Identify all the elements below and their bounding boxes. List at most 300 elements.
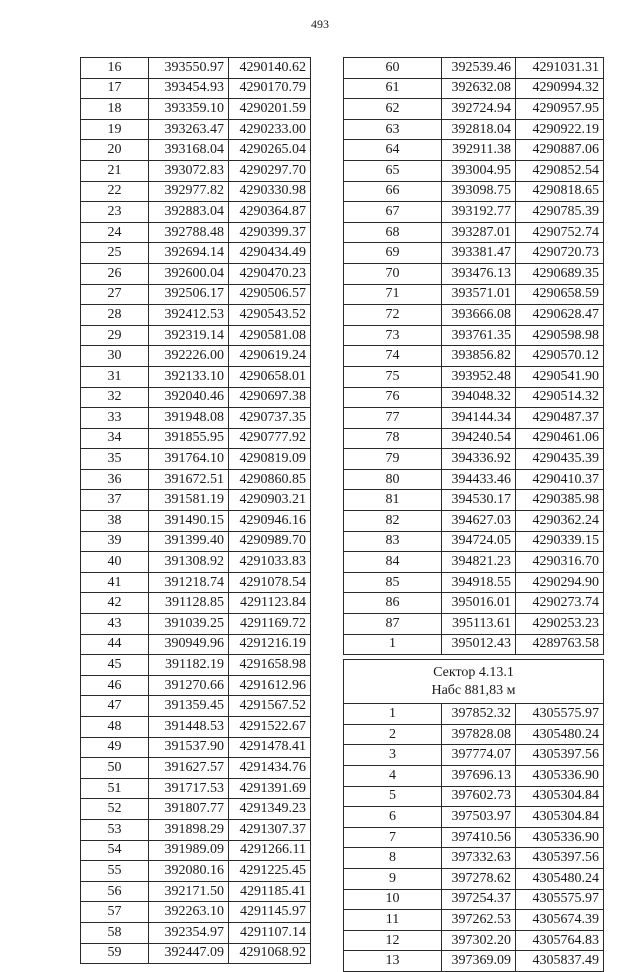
x-coordinate: 395012.43: [442, 634, 516, 655]
y-coordinate: 4305837.49: [516, 951, 604, 972]
table-row: [81, 861, 311, 882]
point-number: 34: [81, 428, 149, 449]
table-row: [81, 469, 311, 490]
point-number: 62: [344, 99, 442, 120]
point-number: 46: [81, 675, 149, 696]
y-coordinate: 4290818.65: [516, 181, 604, 202]
coordinates-table-left: [80, 57, 311, 964]
table-row: [81, 58, 311, 79]
table-row: [344, 202, 604, 223]
y-coordinate: 4290470.23: [229, 263, 311, 284]
table-row: [344, 704, 604, 725]
y-coordinate: 4291266.11: [229, 840, 311, 861]
point-number: 39: [81, 531, 149, 552]
y-coordinate: 4290170.79: [229, 78, 311, 99]
y-coordinate: 4290628.47: [516, 305, 604, 326]
y-coordinate: 4290957.95: [516, 99, 604, 120]
point-number: 19: [81, 119, 149, 140]
point-number: 3: [344, 745, 442, 766]
table-row: [344, 449, 604, 470]
y-coordinate: 4290658.59: [516, 284, 604, 305]
y-coordinate: 4290253.23: [516, 614, 604, 635]
y-coordinate: 4305575.97: [516, 889, 604, 910]
point-number: 59: [81, 943, 149, 964]
point-number: 21: [81, 160, 149, 181]
point-number: 24: [81, 222, 149, 243]
y-coordinate: 4290543.52: [229, 305, 311, 326]
y-coordinate: 4291225.45: [229, 861, 311, 882]
table-row: [81, 758, 311, 779]
x-coordinate: 393761.35: [442, 325, 516, 346]
y-coordinate: 4291434.76: [229, 758, 311, 779]
x-coordinate: 391672.51: [149, 469, 229, 490]
x-coordinate: 392977.82: [149, 181, 229, 202]
sector-header-row: [344, 660, 604, 704]
table-row: [344, 511, 604, 532]
y-coordinate: 4290140.62: [229, 58, 311, 79]
y-coordinate: 4290435.39: [516, 449, 604, 470]
table-row: [81, 243, 311, 264]
point-number: 45: [81, 655, 149, 676]
x-coordinate: 393263.47: [149, 119, 229, 140]
y-coordinate: 4305336.90: [516, 827, 604, 848]
table-row: [344, 889, 604, 910]
y-coordinate: 4305304.84: [516, 807, 604, 828]
point-number: 77: [344, 408, 442, 429]
table-row: [81, 284, 311, 305]
x-coordinate: 392724.94: [442, 99, 516, 120]
table-row: [81, 572, 311, 593]
x-coordinate: 394240.54: [442, 428, 516, 449]
x-coordinate: 391128.85: [149, 593, 229, 614]
table-row: [344, 305, 604, 326]
x-coordinate: 397503.97: [442, 807, 516, 828]
point-number: 58: [81, 922, 149, 943]
point-number: 53: [81, 819, 149, 840]
point-number: 38: [81, 511, 149, 532]
table-row: [344, 490, 604, 511]
point-number: 16: [81, 58, 149, 79]
y-coordinate: 4290887.06: [516, 140, 604, 161]
table-row: [344, 807, 604, 828]
point-number: 10: [344, 889, 442, 910]
point-number: 28: [81, 305, 149, 326]
table-row: [344, 140, 604, 161]
x-coordinate: 391359.45: [149, 696, 229, 717]
table-row: [344, 827, 604, 848]
y-coordinate: 4290265.04: [229, 140, 311, 161]
table-row: [344, 119, 604, 140]
x-coordinate: 392080.16: [149, 861, 229, 882]
point-number: 5: [344, 786, 442, 807]
table-row: [81, 263, 311, 284]
x-coordinate: 392818.04: [442, 119, 516, 140]
point-number: 49: [81, 737, 149, 758]
x-coordinate: 394918.55: [442, 572, 516, 593]
table-row: [344, 572, 604, 593]
table-row: [81, 675, 311, 696]
y-coordinate: 4290330.98: [229, 181, 311, 202]
y-coordinate: 4305397.56: [516, 745, 604, 766]
y-coordinate: 4290989.70: [229, 531, 311, 552]
point-number: 6: [344, 807, 442, 828]
page-number: 493: [311, 17, 329, 31]
table-row: [81, 552, 311, 573]
table-row: [81, 717, 311, 738]
x-coordinate: 392600.04: [149, 263, 229, 284]
x-coordinate: 395113.61: [442, 614, 516, 635]
x-coordinate: 393004.95: [442, 160, 516, 181]
y-coordinate: 4290385.98: [516, 490, 604, 511]
y-coordinate: 4290785.39: [516, 202, 604, 223]
point-number: 40: [81, 552, 149, 573]
x-coordinate: 394627.03: [442, 511, 516, 532]
point-number: 18: [81, 99, 149, 120]
table-row: [81, 222, 311, 243]
y-coordinate: 4290860.85: [229, 469, 311, 490]
table-row: [344, 222, 604, 243]
point-number: 29: [81, 325, 149, 346]
table-row: [344, 243, 604, 264]
y-coordinate: 4291612.96: [229, 675, 311, 696]
point-number: 84: [344, 552, 442, 573]
point-number: 81: [344, 490, 442, 511]
point-number: 52: [81, 799, 149, 820]
y-coordinate: 4291123.84: [229, 593, 311, 614]
point-number: 37: [81, 490, 149, 511]
x-coordinate: 392171.50: [149, 881, 229, 902]
table-row: [344, 531, 604, 552]
point-number: 36: [81, 469, 149, 490]
y-coordinate: 4290514.32: [516, 387, 604, 408]
y-coordinate: 4291391.69: [229, 778, 311, 799]
y-coordinate: 4290364.87: [229, 202, 311, 223]
table-row: [344, 346, 604, 367]
x-coordinate: 392040.46: [149, 387, 229, 408]
point-number: 66: [344, 181, 442, 202]
table-row: [81, 428, 311, 449]
table-row: [344, 181, 604, 202]
y-coordinate: 4291031.31: [516, 58, 604, 79]
y-coordinate: 4290737.35: [229, 408, 311, 429]
point-number: 42: [81, 593, 149, 614]
x-coordinate: 393359.10: [149, 99, 229, 120]
x-coordinate: 392788.48: [149, 222, 229, 243]
x-coordinate: 397774.07: [442, 745, 516, 766]
point-number: 54: [81, 840, 149, 861]
x-coordinate: 394530.17: [442, 490, 516, 511]
x-coordinate: 397410.56: [442, 827, 516, 848]
point-number: 74: [344, 346, 442, 367]
y-coordinate: 4291033.83: [229, 552, 311, 573]
x-coordinate: 393454.93: [149, 78, 229, 99]
y-coordinate: 4290903.21: [229, 490, 311, 511]
point-number: 4: [344, 766, 442, 787]
y-coordinate: 4305336.90: [516, 766, 604, 787]
x-coordinate: 391807.77: [149, 799, 229, 820]
table-row: [81, 778, 311, 799]
table-row: [344, 552, 604, 573]
x-coordinate: 392133.10: [149, 366, 229, 387]
point-number: 35: [81, 449, 149, 470]
x-coordinate: 391627.57: [149, 758, 229, 779]
table-row: [81, 160, 311, 181]
table-row: [81, 346, 311, 367]
table-row: [344, 78, 604, 99]
point-number: 68: [344, 222, 442, 243]
table-row: [344, 593, 604, 614]
point-number: 87: [344, 614, 442, 635]
sector-height-label: Набс 881,83 м: [431, 683, 516, 699]
y-coordinate: 4305480.24: [516, 868, 604, 889]
y-coordinate: 4291567.52: [229, 696, 311, 717]
x-coordinate: 392226.00: [149, 346, 229, 367]
x-coordinate: 397602.73: [442, 786, 516, 807]
x-coordinate: 392911.38: [442, 140, 516, 161]
y-coordinate: 4290339.15: [516, 531, 604, 552]
y-coordinate: 4290852.54: [516, 160, 604, 181]
x-coordinate: 397254.37: [442, 889, 516, 910]
table-row: [81, 943, 311, 964]
y-coordinate: 4290598.98: [516, 325, 604, 346]
table-row: [344, 428, 604, 449]
x-coordinate: 391898.29: [149, 819, 229, 840]
y-coordinate: 4290506.57: [229, 284, 311, 305]
point-number: 61: [344, 78, 442, 99]
y-coordinate: 4290362.24: [516, 511, 604, 532]
y-coordinate: 4305480.24: [516, 724, 604, 745]
coordinates-table-right: [343, 57, 604, 972]
table-row: [81, 593, 311, 614]
y-coordinate: 4305764.83: [516, 930, 604, 951]
x-coordinate: 397369.09: [442, 951, 516, 972]
point-number: 30: [81, 346, 149, 367]
point-number: 65: [344, 160, 442, 181]
point-number: 11: [344, 910, 442, 931]
y-coordinate: 4290273.74: [516, 593, 604, 614]
table-row: [344, 366, 604, 387]
table-row: [81, 325, 311, 346]
y-coordinate: 4290922.19: [516, 119, 604, 140]
table-row: [81, 387, 311, 408]
x-coordinate: 391218.74: [149, 572, 229, 593]
point-number: 13: [344, 951, 442, 972]
y-coordinate: 4290294.90: [516, 572, 604, 593]
table-row: [344, 263, 604, 284]
point-number: 67: [344, 202, 442, 223]
y-coordinate: 4290946.16: [229, 511, 311, 532]
table-row: [344, 786, 604, 807]
table-row: [344, 910, 604, 931]
y-coordinate: 4290541.90: [516, 366, 604, 387]
y-coordinate: 4305397.56: [516, 848, 604, 869]
point-number: 20: [81, 140, 149, 161]
x-coordinate: 391855.95: [149, 428, 229, 449]
sector-header: [344, 660, 604, 704]
point-number: 85: [344, 572, 442, 593]
table-row: [344, 614, 604, 635]
x-coordinate: 393856.82: [442, 346, 516, 367]
point-number: 55: [81, 861, 149, 882]
table-row: [81, 366, 311, 387]
x-coordinate: 391182.19: [149, 655, 229, 676]
y-coordinate: 4291068.92: [229, 943, 311, 964]
table-row: [344, 724, 604, 745]
y-coordinate: 4291185.41: [229, 881, 311, 902]
point-number: 32: [81, 387, 149, 408]
table-row: [81, 922, 311, 943]
y-coordinate: 4291307.37: [229, 819, 311, 840]
x-coordinate: 392539.46: [442, 58, 516, 79]
x-coordinate: 393952.48: [442, 366, 516, 387]
y-coordinate: 4290410.37: [516, 469, 604, 490]
y-coordinate: 4291107.14: [229, 922, 311, 943]
x-coordinate: 393072.83: [149, 160, 229, 181]
table-row: [81, 490, 311, 511]
table-row: [81, 840, 311, 861]
y-coordinate: 4291169.72: [229, 614, 311, 635]
point-number: 44: [81, 634, 149, 655]
table-row: [81, 202, 311, 223]
x-coordinate: 391764.10: [149, 449, 229, 470]
table-row: [81, 511, 311, 532]
y-coordinate: 4290720.73: [516, 243, 604, 264]
y-coordinate: 4291145.97: [229, 902, 311, 923]
point-number: 71: [344, 284, 442, 305]
x-coordinate: 391537.90: [149, 737, 229, 758]
table-row: [81, 655, 311, 676]
x-coordinate: 391448.53: [149, 717, 229, 738]
table-row: [81, 449, 311, 470]
x-coordinate: 393381.47: [442, 243, 516, 264]
table-row: [344, 951, 604, 972]
table-row: [81, 881, 311, 902]
table-row: [81, 305, 311, 326]
point-number: 51: [81, 778, 149, 799]
point-number: 86: [344, 593, 442, 614]
point-number: 75: [344, 366, 442, 387]
x-coordinate: 393476.13: [442, 263, 516, 284]
table-row: [344, 766, 604, 787]
point-number: 47: [81, 696, 149, 717]
table-row: [344, 160, 604, 181]
x-coordinate: 393287.01: [442, 222, 516, 243]
table-row: [344, 284, 604, 305]
x-coordinate: 397852.32: [442, 704, 516, 725]
point-number: 9: [344, 868, 442, 889]
point-number: 8: [344, 848, 442, 869]
x-coordinate: 393192.77: [442, 202, 516, 223]
x-coordinate: 391308.92: [149, 552, 229, 573]
y-coordinate: 4305674.39: [516, 910, 604, 931]
table-row: [344, 745, 604, 766]
table-row: [81, 531, 311, 552]
x-coordinate: 393168.04: [149, 140, 229, 161]
x-coordinate: 391717.53: [149, 778, 229, 799]
x-coordinate: 392632.08: [442, 78, 516, 99]
y-coordinate: 4289763.58: [516, 634, 604, 655]
y-coordinate: 4290619.24: [229, 346, 311, 367]
y-coordinate: 4291349.23: [229, 799, 311, 820]
table-row: [81, 799, 311, 820]
y-coordinate: 4290777.92: [229, 428, 311, 449]
x-coordinate: 391039.25: [149, 614, 229, 635]
y-coordinate: 4290570.12: [516, 346, 604, 367]
table-row: [81, 78, 311, 99]
point-number: 48: [81, 717, 149, 738]
point-number: 79: [344, 449, 442, 470]
point-number: 41: [81, 572, 149, 593]
x-coordinate: 394821.23: [442, 552, 516, 573]
x-coordinate: 397262.53: [442, 910, 516, 931]
table-row: [344, 930, 604, 951]
point-number: 2: [344, 724, 442, 745]
x-coordinate: 392506.17: [149, 284, 229, 305]
y-coordinate: 4290487.37: [516, 408, 604, 429]
y-coordinate: 4291078.54: [229, 572, 311, 593]
x-coordinate: 393666.08: [442, 305, 516, 326]
y-coordinate: 4290697.38: [229, 387, 311, 408]
y-coordinate: 4290689.35: [516, 263, 604, 284]
table-row: [81, 902, 311, 923]
table-row: [81, 119, 311, 140]
x-coordinate: 391989.09: [149, 840, 229, 861]
table-row: [344, 387, 604, 408]
x-coordinate: 392263.10: [149, 902, 229, 923]
point-number: 12: [344, 930, 442, 951]
table-row: [344, 868, 604, 889]
x-coordinate: 394336.92: [442, 449, 516, 470]
point-number: 17: [81, 78, 149, 99]
point-number: 76: [344, 387, 442, 408]
point-number: 25: [81, 243, 149, 264]
table-row: [344, 634, 604, 655]
table-row: [81, 696, 311, 717]
x-coordinate: 391270.66: [149, 675, 229, 696]
point-number: 63: [344, 119, 442, 140]
point-number: 57: [81, 902, 149, 923]
y-coordinate: 4291658.98: [229, 655, 311, 676]
x-coordinate: 397332.63: [442, 848, 516, 869]
table-row: [344, 58, 604, 79]
x-coordinate: 392447.09: [149, 943, 229, 964]
point-number: 27: [81, 284, 149, 305]
y-coordinate: 4290201.59: [229, 99, 311, 120]
point-number: 78: [344, 428, 442, 449]
point-number: 22: [81, 181, 149, 202]
x-coordinate: 391948.08: [149, 408, 229, 429]
y-coordinate: 4290752.74: [516, 222, 604, 243]
y-coordinate: 4290658.01: [229, 366, 311, 387]
x-coordinate: 394144.34: [442, 408, 516, 429]
table-row: [344, 469, 604, 490]
table-row: [81, 408, 311, 429]
point-number: 70: [344, 263, 442, 284]
point-number: 26: [81, 263, 149, 284]
x-coordinate: 391490.15: [149, 511, 229, 532]
y-coordinate: 4290434.49: [229, 243, 311, 264]
x-coordinate: 391581.19: [149, 490, 229, 511]
x-coordinate: 393571.01: [442, 284, 516, 305]
x-coordinate: 397302.20: [442, 930, 516, 951]
x-coordinate: 397828.08: [442, 724, 516, 745]
point-number: 1: [344, 634, 442, 655]
y-coordinate: 4291522.67: [229, 717, 311, 738]
y-coordinate: 4290581.08: [229, 325, 311, 346]
x-coordinate: 393098.75: [442, 181, 516, 202]
point-number: 50: [81, 758, 149, 779]
x-coordinate: 392412.53: [149, 305, 229, 326]
